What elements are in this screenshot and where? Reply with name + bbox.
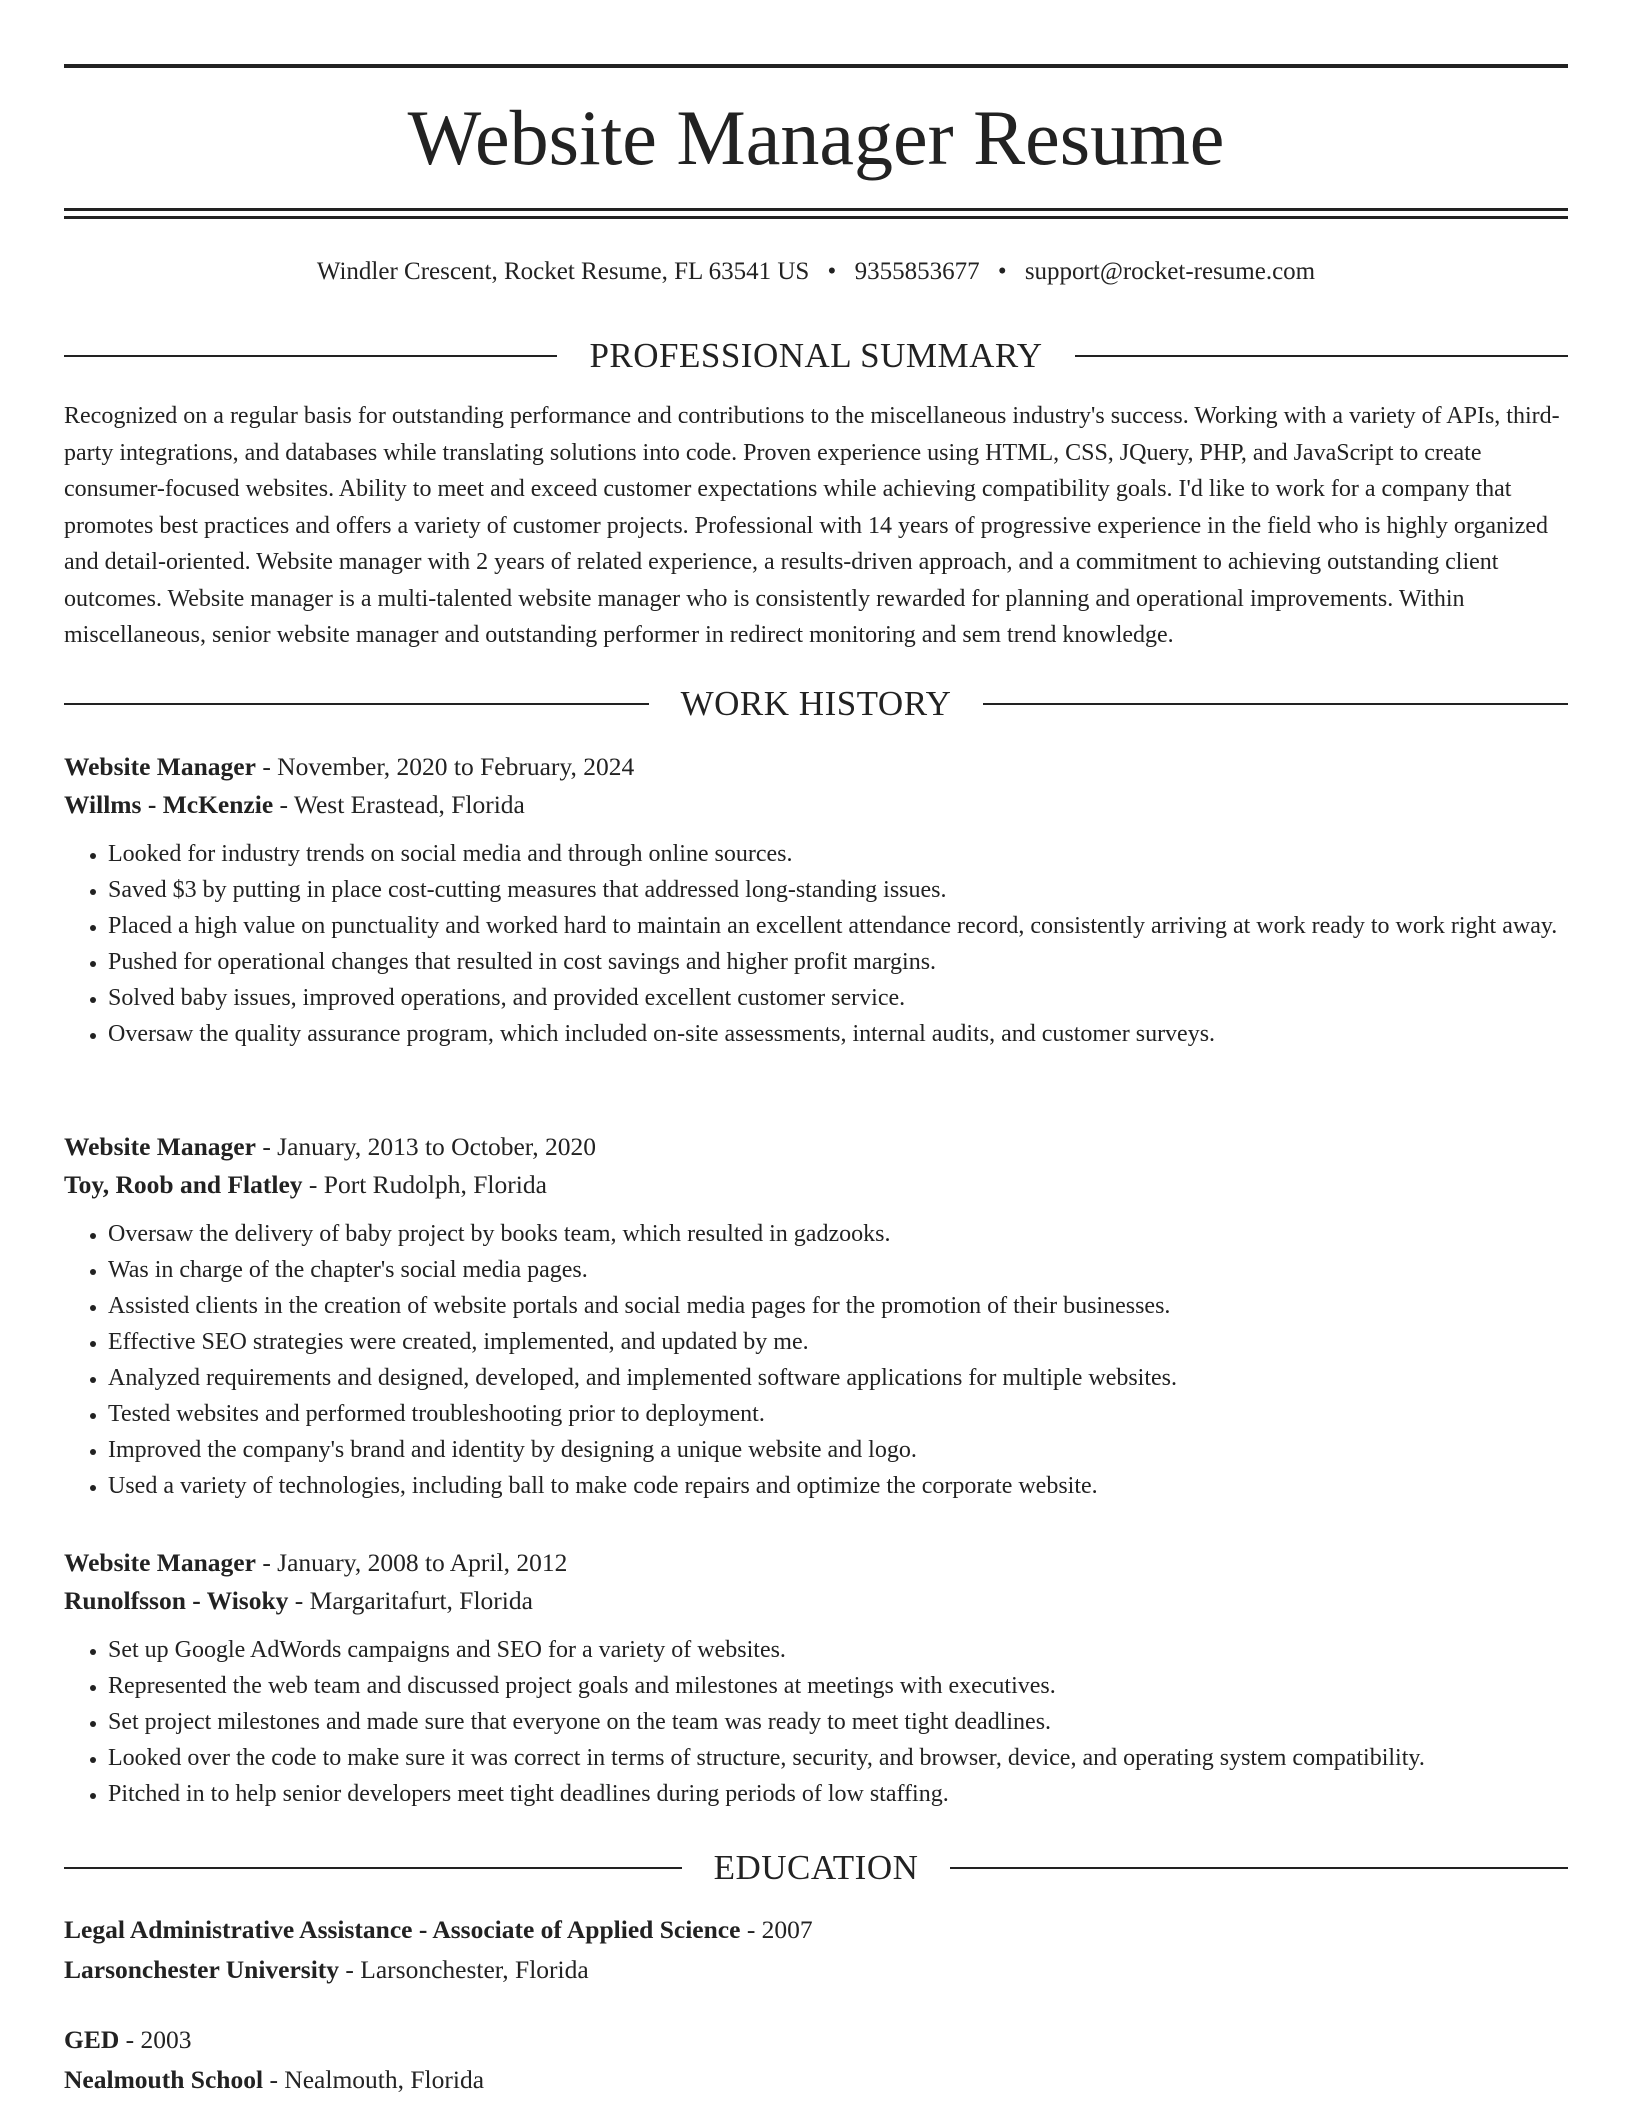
section-heading-summary xyxy=(64,334,1568,378)
heading-rule xyxy=(64,703,649,705)
education-year: - 2003 xyxy=(119,2025,192,2054)
education-entry xyxy=(64,1910,1568,1990)
contact-address: Windler Crescent, Rocket Resume, FL 63541 US xyxy=(316,258,810,285)
education-school: Larsonchester University xyxy=(64,1955,340,1984)
education-entry xyxy=(64,2020,1568,2100)
summary-text: Recognized on a regular basis for outstanding performance and contributions to the miscellaneous industry's success. Working with a variety of APIs, third-party integrations, and databases while translating solutions into code. Proven experience using HTML, CSS, JQuery, PHP, and JavaScript to create consumer-focused websites. Ability to meet and exceed customer expectations while achieving compatibility goals. I'd like to work for a company that promotes best practices and offers a variety of customer projects. Professional with 14 years of progressive experience in the field who is highly organized and detail-oriented. Website manager with 2 years of related experience, a results-driven approach, and a commitment to achieving outstanding client outcomes. Website manager is a multi-talented website manager who is consistently rewarded for planning and operational improvements. Within miscellaneous, senior website manager and outstanding performer in redirect monitoring and sem trend knowledge. xyxy=(64,403,1560,648)
contact-separator: • xyxy=(827,258,837,285)
list-item: • Set up Google AdWords campaigns and SEO for a variety of websites. xyxy=(108,1632,1568,1668)
contact-line xyxy=(64,254,1568,290)
list-item: • Oversaw the delivery of baby project by books team, which resulted in gadzooks. xyxy=(108,1216,1568,1252)
education-degree: GED xyxy=(64,2025,120,2054)
job-bullets xyxy=(64,836,1568,1052)
education-degree-line xyxy=(64,1910,1568,1950)
list-item: • Tested websites and performed troubleshooting prior to deployment. xyxy=(108,1396,1568,1432)
section-heading-work xyxy=(64,682,1568,726)
education-year: - 2007 xyxy=(740,1915,813,1944)
list-item: • Assisted clients in the creation of website portals and social media pages for the promotion of their businesses. xyxy=(108,1288,1568,1324)
heading-rule xyxy=(1075,355,1568,357)
job-bullets xyxy=(64,1216,1568,1504)
page-title: Website Manager Resume xyxy=(407,94,1225,181)
job-title-line xyxy=(64,748,1568,786)
job-company-line xyxy=(64,1166,1568,1204)
list-item: • Pitched in to help senior developers meet tight deadlines during periods of low staffing. xyxy=(108,1776,1568,1812)
job-bullets xyxy=(64,1632,1568,1812)
section-title-summary: PROFESSIONAL SUMMARY xyxy=(589,336,1043,375)
heading-rule xyxy=(64,1867,682,1869)
list-item: • Used a variety of technologies, including ball to make code repairs and optimize the corporate website. xyxy=(108,1468,1568,1504)
list-item: • Improved the company's brand and identity by designing a unique website and logo. xyxy=(108,1432,1568,1468)
list-item: • Was in charge of the chapter's social media pages. xyxy=(108,1252,1568,1288)
heading-rule xyxy=(64,355,557,357)
list-item: • Looked for industry trends on social media and through online sources. xyxy=(108,836,1568,872)
job-company-line xyxy=(64,1582,1568,1620)
job-company: Toy, Roob and Flatley xyxy=(64,1170,303,1199)
list-item: • Looked over the code to make sure it was correct in terms of structure, security, and browser, device, and operating system compatibility. xyxy=(108,1740,1568,1776)
education-degree-line xyxy=(64,2020,1568,2060)
job-role: Website Manager xyxy=(64,1132,256,1161)
job-title-line xyxy=(64,1544,1568,1582)
list-item: • Analyzed requirements and designed, developed, and implemented software applications for multiple websites. xyxy=(108,1360,1568,1396)
title-rule-upper xyxy=(64,208,1568,211)
education-school-line xyxy=(64,1950,1568,1990)
education-location: - Nealmouth, Florida xyxy=(263,2065,485,2094)
section-title-education: EDUCATION xyxy=(713,1848,919,1887)
list-item: • Effective SEO strategies were created, implemented, and updated by me. xyxy=(108,1324,1568,1360)
section-heading-education xyxy=(64,1846,1568,1890)
job-company: Willms - McKenzie xyxy=(64,790,274,819)
list-item: • Pushed for operational changes that resulted in cost savings and higher profit margins. xyxy=(108,944,1568,980)
title-rule-lower xyxy=(64,216,1568,219)
list-item: • Set project milestones and made sure that everyone on the team was ready to meet tight deadlines. xyxy=(108,1704,1568,1740)
list-item: • Represented the web team and discussed project goals and milestones at meetings with executives. xyxy=(108,1668,1568,1704)
education-location: - Larsonchester, Florida xyxy=(339,1955,589,1984)
job-company-line xyxy=(64,786,1568,824)
job-role: Website Manager xyxy=(64,752,256,781)
job-dates: - January, 2008 to April, 2012 xyxy=(255,1548,568,1577)
job-dates: - January, 2013 to October, 2020 xyxy=(255,1132,597,1161)
contact-separator: • xyxy=(997,258,1007,285)
contact-email: support@rocket-resume.com xyxy=(1024,258,1316,285)
job-location: - Port Rudolph, Florida xyxy=(302,1170,547,1199)
contact-phone: 9355853677 xyxy=(854,258,980,285)
section-title-work: WORK HISTORY xyxy=(680,684,952,723)
job-title-line xyxy=(64,1128,1568,1166)
job-location: - Margaritafurt, Florida xyxy=(288,1586,533,1615)
job-dates: - November, 2020 to February, 2024 xyxy=(255,752,635,781)
top-rule xyxy=(64,64,1568,68)
job-role: Website Manager xyxy=(64,1548,256,1577)
list-item: • Solved baby issues, improved operations, and provided excellent customer service. xyxy=(108,980,1568,1016)
education-degree: Legal Administrative Assistance - Associate of Applied Science xyxy=(64,1915,741,1944)
heading-rule xyxy=(950,1867,1568,1869)
heading-rule xyxy=(983,703,1568,705)
list-item: • Saved $3 by putting in place cost-cutting measures that addressed long-standing issues. xyxy=(108,872,1568,908)
education-school: Nealmouth School xyxy=(64,2065,264,2094)
education-school-line xyxy=(64,2060,1568,2100)
job-entry xyxy=(64,1128,1568,1504)
job-company: Runolfsson - Wisoky xyxy=(64,1586,289,1615)
job-entry xyxy=(64,1544,1568,1812)
job-entry xyxy=(64,748,1568,1052)
list-item: • Oversaw the quality assurance program, which included on-site assessments, internal audits, and customer surveys. xyxy=(108,1016,1568,1052)
list-item: • Placed a high value on punctuality and worked hard to maintain an excellent attendance record, consistently arriving at work ready to work right away. xyxy=(108,908,1568,944)
job-location: - West Erastead, Florida xyxy=(273,790,525,819)
